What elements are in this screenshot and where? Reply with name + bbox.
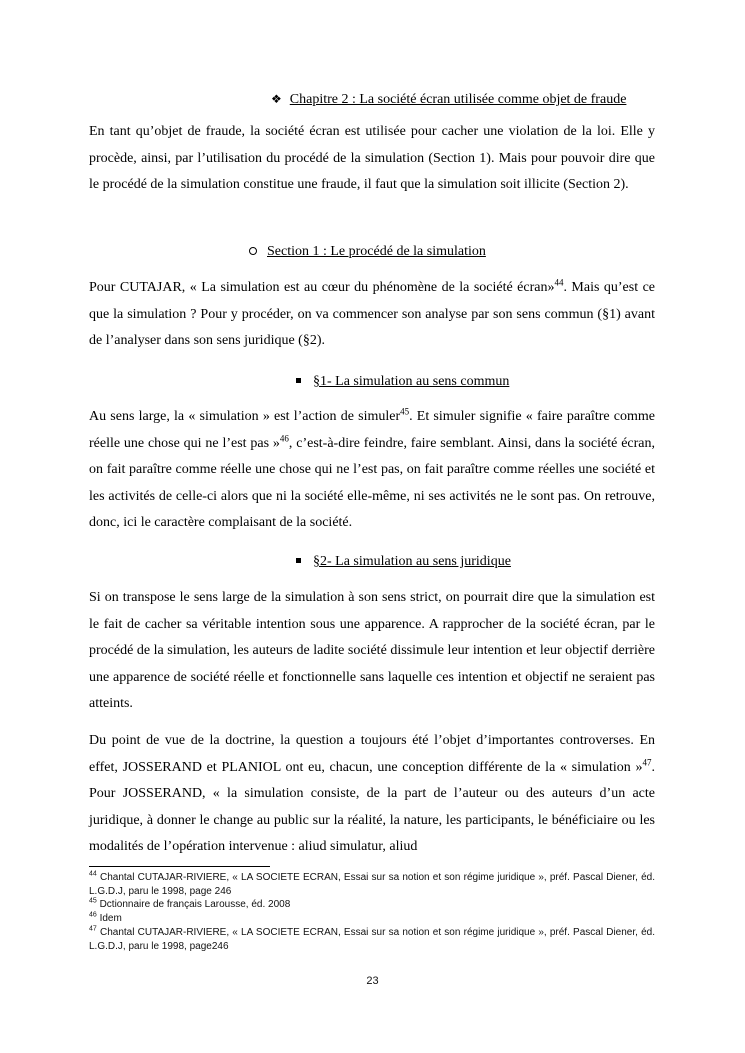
footnote-text: Chantal CUTAJAR-RIVIERE, « LA SOCIETE ECRAN, Essai sur sa notion et son régime juridique », préf. Pascal Diener, éd. L.G.D.J, paru le 1998, page 246 [89,872,656,897]
subsection1-paragraph [89,404,655,537]
chapter-title: Chapitre 2 : La société écran utilisée comme objet de fraude [289,92,627,107]
section1-text-after: . Mais qu’est ce que la simulation ? Pour y procéder, on va commencer son analyse par son sens commun (§1) avant de l’analyser dans son sens juridique (§2). [89,280,655,348]
footnote-ref-44: 44 [554,277,564,288]
section1-heading [249,243,486,261]
section1-paragraph [89,275,655,355]
subsection2-text: Si on transpose le sens large de la simulation à son sens strict, on pourrait dire que la simulation est le fait de cacher sa véritable intention sous une apparence. A rapprocher de la société écran, par le procédé de la simulation, les auteurs de ladite société dissimule leur intention et leur objectif derrière une apparence de société réelle et fonctionnelle sans laquelle ces intention et objectif ne seraient pas atteints. [89,590,655,711]
footnote [89,926,655,953]
footnote-ref-46: 46 [279,432,289,443]
footnote [89,898,655,912]
intro-text: En tant qu’objet de fraude, la société écran est utilisée pour cacher une violation de la loi. Elle y procède, ainsi, par l’utilisation du procédé de la simulation (Section 1). Mais pour pouvoir dire que le procédé de la simulation constitue une fraude, il faut que la simulation soit illicite (Section 2). [89,124,655,192]
doctrine-paragraph [89,728,655,861]
doctrine-text-2: . Pour JOSSERAND, « la simulation consiste, de la part de l’auteur ou des auteurs d’un acte juridique, à donner le change au public sur la réalité, la nature, les participants, le bénéficiaire ou les modalités de l’opération intervenue : aliud simulatur, aliud [89,759,655,854]
subsection1-text-1: Au sens large, la « simulation » est l’action de simuler [89,409,401,424]
subsection2-title: §2- La simulation au sens juridique [313,554,511,569]
section1-title: Section 1 : Le procédé de la simulation [267,244,486,259]
circle-bullet-icon [249,247,257,255]
subsection1-text-3: , c’est-à-dire feindre, faire semblant. Ainsi, dans la société écran, on fait paraître comme réelle une chose qui ne l’est pas, on fait paraître comme réelles une société et les activités de celle-ci alors que ni la société elle-même, ni ses activités ne le sont pas. On retrouve, donc, ici le caractère complaisant de la société. [89,435,655,530]
square-bullet-icon [296,378,301,383]
subsection1-text-2: . Et simuler signifie « faire paraître comme réelle une chose qui ne l’est pas » [89,409,655,451]
diamond-bullet-icon: ❖ [271,92,282,106]
section1-text-before: Pour CUTAJAR, « La simulation est au cœur du phénomène de la société écran» [89,280,555,295]
footnotes [89,871,655,953]
footnote-ref-47: 47 [642,756,652,767]
intro-paragraph [89,119,655,199]
footnote-separator [89,866,270,867]
footnote [89,871,655,898]
doctrine-text-1: Du point de vue de la doctrine, la question a toujours été l’objet d’importantes controverses. En effet, JOSSERAND et PLANIOL ont eu, chacun, une conception différente de la « simulation » [89,733,655,775]
chapter-heading [271,90,626,109]
footnote-text: Dctionnaire de français Larousse, éd. 2008 [99,899,291,911]
subsection2-heading [296,553,511,571]
subsection2-paragraph [89,585,655,718]
page-number: 23 [366,975,379,987]
footnote [89,912,655,926]
footnote-number: 45 [89,898,97,906]
footnote-number: 46 [89,911,97,919]
footnote-ref-45: 45 [400,406,410,417]
square-bullet-icon [296,558,301,563]
subsection1-title: §1- La simulation au sens commun [313,374,510,389]
footnote-number: 44 [89,870,97,878]
footnote-text: Chantal CUTAJAR-RIVIERE, « LA SOCIETE ECRAN, Essai sur sa notion et son régime juridique », préf. Pascal Diener, éd. L.G.D.J, paru le 1998, page246 [89,926,656,952]
footnote-text: Idem [99,913,122,925]
subsection1-heading [296,373,509,391]
footnote-number: 47 [89,925,97,933]
